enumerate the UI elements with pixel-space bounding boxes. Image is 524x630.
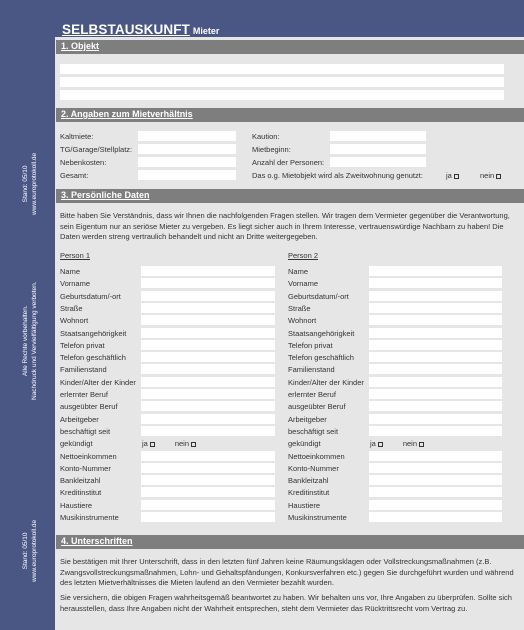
title-main: SELBSTAUSKUNFT bbox=[62, 22, 190, 37]
person2-field-label: Nettoeinkommen bbox=[288, 451, 345, 461]
person2-field-input[interactable] bbox=[369, 389, 502, 399]
person2-field-label: Name bbox=[288, 267, 309, 276]
person2-gekuendigt-options bbox=[370, 439, 424, 448]
person2-field-input[interactable] bbox=[369, 475, 502, 485]
sidebar-rights bbox=[22, 281, 39, 400]
site-label-bottom: www.europrotokoll.de bbox=[30, 519, 38, 582]
checkbox-icon[interactable] bbox=[496, 174, 501, 179]
person1-field-label: Geburtsdatum/-ort bbox=[60, 291, 121, 301]
person2-field-input[interactable] bbox=[369, 512, 502, 522]
stand-label-top: Stand: 05/10 bbox=[22, 165, 29, 203]
zweitwohnung-nein[interactable] bbox=[480, 171, 501, 180]
checkbox-icon[interactable] bbox=[150, 442, 155, 447]
person2-field-label: Wohnort bbox=[288, 316, 317, 326]
person2-field-input[interactable] bbox=[369, 463, 502, 473]
person2-field-label: Staatsangehörigkeit bbox=[288, 328, 355, 338]
person1-field-input[interactable] bbox=[141, 414, 275, 424]
signatures-text-2: Sie versichern, die obigen Fragen wahrheitsgemäß beantwortet zu haben. Wir behalten uns vor, Ihre Angaben zu überprüfen. Sollte sich herausstellen, dass Ihre Angaben nicht der Wahrheit entsprechen, steht dem Vermieter das Rücktrittsrecht vom Vertrag zu. bbox=[60, 593, 512, 613]
person1-field-input[interactable] bbox=[141, 377, 275, 387]
section-signatures-bar bbox=[56, 535, 524, 549]
person2-field-input[interactable] bbox=[369, 487, 502, 497]
sidebar-stand-bottom bbox=[22, 520, 39, 582]
nein-label: nein bbox=[480, 171, 495, 180]
person1-field-label: Kreditinstitut bbox=[60, 488, 102, 498]
person2-field-input[interactable] bbox=[369, 500, 502, 510]
ja-label: ja bbox=[370, 439, 376, 449]
person2-field-input[interactable] bbox=[369, 291, 502, 301]
person2-field-label: Familienstand bbox=[288, 365, 335, 375]
title-sub: Mieter bbox=[192, 26, 220, 36]
person2-field-label: Kinder/Alter der Kinder bbox=[288, 377, 364, 387]
person2-field-input[interactable] bbox=[369, 340, 502, 350]
person1-gekuendigt-options bbox=[142, 439, 196, 448]
person1-field-input[interactable] bbox=[141, 401, 275, 411]
person1-field-label: Haustiere bbox=[60, 500, 93, 510]
person2-field-label: Kreditinstitut bbox=[288, 488, 330, 498]
signatures-text-1: Sie bestätigen mit Ihrer Unterschrift, dass in den letzten fünf Jahren keine Räumungsklagen oder Vollstreckungsmaßnahmen (z.B. Zwangsvollstreckungsmaßnahmen, Lohn- und Gehaltspfändungen, Konkursverfahren etc.) gegen Sie durchgeführt wurden und während des letzten Mietverhältnisses die Mieten laufend an den Vermieter bezahlt wurden. bbox=[60, 557, 514, 587]
mietbeginn-field[interactable] bbox=[330, 144, 426, 154]
mietbeginn-label: Mietbeginn: bbox=[252, 145, 291, 154]
person2-field-label: Haustiere bbox=[288, 500, 321, 510]
gesamt-field[interactable] bbox=[138, 170, 236, 180]
person2-heading: Person 2 bbox=[288, 251, 319, 260]
person1-field-label: Wohnort bbox=[60, 316, 89, 326]
person1-field-label: Staatsangehörigkeit bbox=[60, 328, 127, 338]
person1-field-input[interactable] bbox=[141, 278, 275, 288]
person1-field-input[interactable] bbox=[141, 364, 275, 374]
nebenkosten-field[interactable] bbox=[138, 157, 236, 167]
person2-field-label: Konto-Nummer bbox=[288, 463, 339, 473]
person1-field-label: Name bbox=[60, 267, 81, 276]
person1-field-label: Konto-Nummer bbox=[60, 463, 111, 473]
section-miete-title: 2. Angaben zum Mietverhältnis bbox=[61, 109, 193, 119]
zweitwohnung-label: Das o.g. Mietobjekt wird als Zweitwohnung genutzt: bbox=[252, 171, 423, 180]
objekt-field-2[interactable] bbox=[60, 77, 504, 87]
person2-field-label: Arbeitgeber bbox=[288, 414, 327, 424]
person2-field-input[interactable] bbox=[369, 352, 502, 362]
person2-field-label: Straße bbox=[288, 303, 311, 313]
garage-field[interactable] bbox=[138, 144, 236, 154]
checkbox-icon[interactable] bbox=[191, 442, 196, 447]
person2-field-input[interactable] bbox=[369, 328, 502, 338]
personen-label: Anzahl der Personen: bbox=[252, 158, 325, 167]
section-signatures-title: 4. Unterschriften bbox=[61, 536, 133, 546]
personal-intro: Bitte haben Sie Verständnis, dass wir Ihnen die nachfolgenden Fragen stellen. Wir tragen dem Vermieter gegenüber die Verantwortung, sein Eigentum nur an seriöse Mieter zu vergeben. Es liegt sicher auch in Ihrem Interesse, vertrauenswürdige Nachbarn zu haben! Die Daten werden streng vertraulich behandelt und nicht an Dritte weitergegeben. bbox=[60, 211, 510, 241]
person1-field-input[interactable] bbox=[141, 291, 275, 301]
person2-field-label: Musikinstrumente bbox=[288, 513, 347, 522]
person1-field-input[interactable] bbox=[141, 328, 275, 338]
sidebar-stand-top bbox=[22, 153, 39, 215]
ja-label: ja bbox=[446, 171, 452, 180]
person1-field-label: Bankleitzahl bbox=[60, 476, 101, 486]
gesamt-label: Gesamt: bbox=[60, 171, 89, 180]
person2-field-input[interactable] bbox=[369, 426, 502, 436]
person1-field-label: beschäftigt seit bbox=[60, 426, 111, 436]
section-personal-bar bbox=[56, 189, 524, 203]
person1-field-label: Nettoeinkommen bbox=[60, 451, 117, 461]
person1-field-label: Straße bbox=[60, 303, 83, 313]
person2-field-input[interactable] bbox=[369, 451, 502, 461]
person1-field-label: erlernter Beruf bbox=[60, 390, 108, 399]
person2-field-label: Telefon privat bbox=[288, 340, 333, 350]
person2-field-label: gekündigt bbox=[288, 439, 321, 449]
person1-heading: Person 1 bbox=[60, 251, 91, 260]
person2-field-label: erlernter Beruf bbox=[288, 390, 336, 399]
nebenkosten-label: Nebenkosten: bbox=[60, 158, 107, 167]
person2-field-input[interactable] bbox=[369, 377, 502, 387]
objekt-field-1[interactable] bbox=[60, 64, 504, 74]
form-title bbox=[62, 22, 219, 37]
checkbox-icon[interactable] bbox=[378, 442, 383, 447]
person1-field-input[interactable] bbox=[141, 303, 275, 313]
person1-field-label: Vorname bbox=[60, 279, 91, 289]
personen-field[interactable] bbox=[330, 157, 426, 167]
person2-field-label: Vorname bbox=[288, 279, 319, 289]
person2-field-input[interactable] bbox=[369, 278, 502, 288]
person2-field-label: Geburtsdatum/-ort bbox=[288, 291, 349, 301]
section-personal-title: 3. Persönliche Daten bbox=[61, 190, 150, 200]
person2-field-input[interactable] bbox=[369, 401, 502, 411]
rights-line-1: Alle Rechte vorbehalten. bbox=[22, 305, 29, 377]
person1-field-label: Musikinstrumente bbox=[60, 513, 119, 522]
person1-field-input[interactable] bbox=[141, 500, 275, 510]
person1-field-input[interactable] bbox=[141, 340, 275, 350]
section-miete-bar bbox=[56, 108, 524, 122]
checkbox-icon[interactable] bbox=[454, 174, 459, 179]
zweitwohnung-ja[interactable] bbox=[446, 171, 459, 180]
section-objekt-title: 1. Objekt bbox=[61, 41, 100, 51]
kaltmiete-label: Kaltmiete: bbox=[60, 132, 94, 141]
rights-line-2: Nachdruck und Vervielfältigung verboten. bbox=[30, 281, 38, 400]
person2-field-label: ausgeübter Beruf bbox=[288, 402, 346, 412]
checkbox-icon[interactable] bbox=[419, 442, 424, 447]
garage-label: TG/Garage/Stellplatz: bbox=[60, 145, 133, 154]
person1-field-label: Familienstand bbox=[60, 365, 107, 375]
section-objekt-bar bbox=[56, 40, 524, 54]
person2-field-input[interactable] bbox=[369, 266, 502, 276]
person1-field-input[interactable] bbox=[141, 512, 275, 522]
person1-field-input[interactable] bbox=[141, 352, 275, 362]
person1-field-label: Telefon geschäftlich bbox=[60, 353, 126, 363]
person2-field-input[interactable] bbox=[369, 315, 502, 325]
person1-field-label: ausgeübter Beruf bbox=[60, 402, 118, 412]
nein-label: nein bbox=[402, 439, 418, 449]
ja-label: ja bbox=[142, 439, 148, 449]
kaltmiete-field[interactable] bbox=[138, 131, 236, 141]
person1-field-input[interactable] bbox=[141, 315, 275, 325]
person2-field-input[interactable] bbox=[369, 414, 502, 424]
person1-field-input[interactable] bbox=[141, 463, 275, 473]
person1-field-label: Arbeitgeber bbox=[60, 414, 99, 424]
person1-field-input[interactable] bbox=[141, 389, 275, 399]
person2-field-label: Bankleitzahl bbox=[288, 476, 329, 486]
person2-field-input[interactable] bbox=[369, 303, 502, 313]
person1-field-input[interactable] bbox=[141, 451, 275, 461]
person1-field-label: gekündigt bbox=[60, 439, 93, 449]
person1-field-input[interactable] bbox=[141, 266, 275, 276]
person2-field-input[interactable] bbox=[369, 364, 502, 374]
site-label-top: www.europrotokoll.de bbox=[30, 152, 38, 215]
stand-label-bottom: Stand: 05/10 bbox=[22, 532, 29, 570]
person1-field-input[interactable] bbox=[141, 426, 275, 436]
person1-field-input[interactable] bbox=[141, 487, 275, 497]
objekt-field-3[interactable] bbox=[60, 90, 504, 100]
kaution-field[interactable] bbox=[330, 131, 426, 141]
person1-field-label: Telefon privat bbox=[60, 340, 105, 350]
nein-label: nein bbox=[174, 439, 190, 449]
kaution-label: Kaution: bbox=[252, 132, 280, 141]
person2-field-label: beschäftigt seit bbox=[288, 426, 339, 436]
person2-field-label: Telefon geschäftlich bbox=[288, 353, 354, 363]
person1-field-input[interactable] bbox=[141, 475, 275, 485]
person1-field-label: Kinder/Alter der Kinder bbox=[60, 377, 136, 387]
